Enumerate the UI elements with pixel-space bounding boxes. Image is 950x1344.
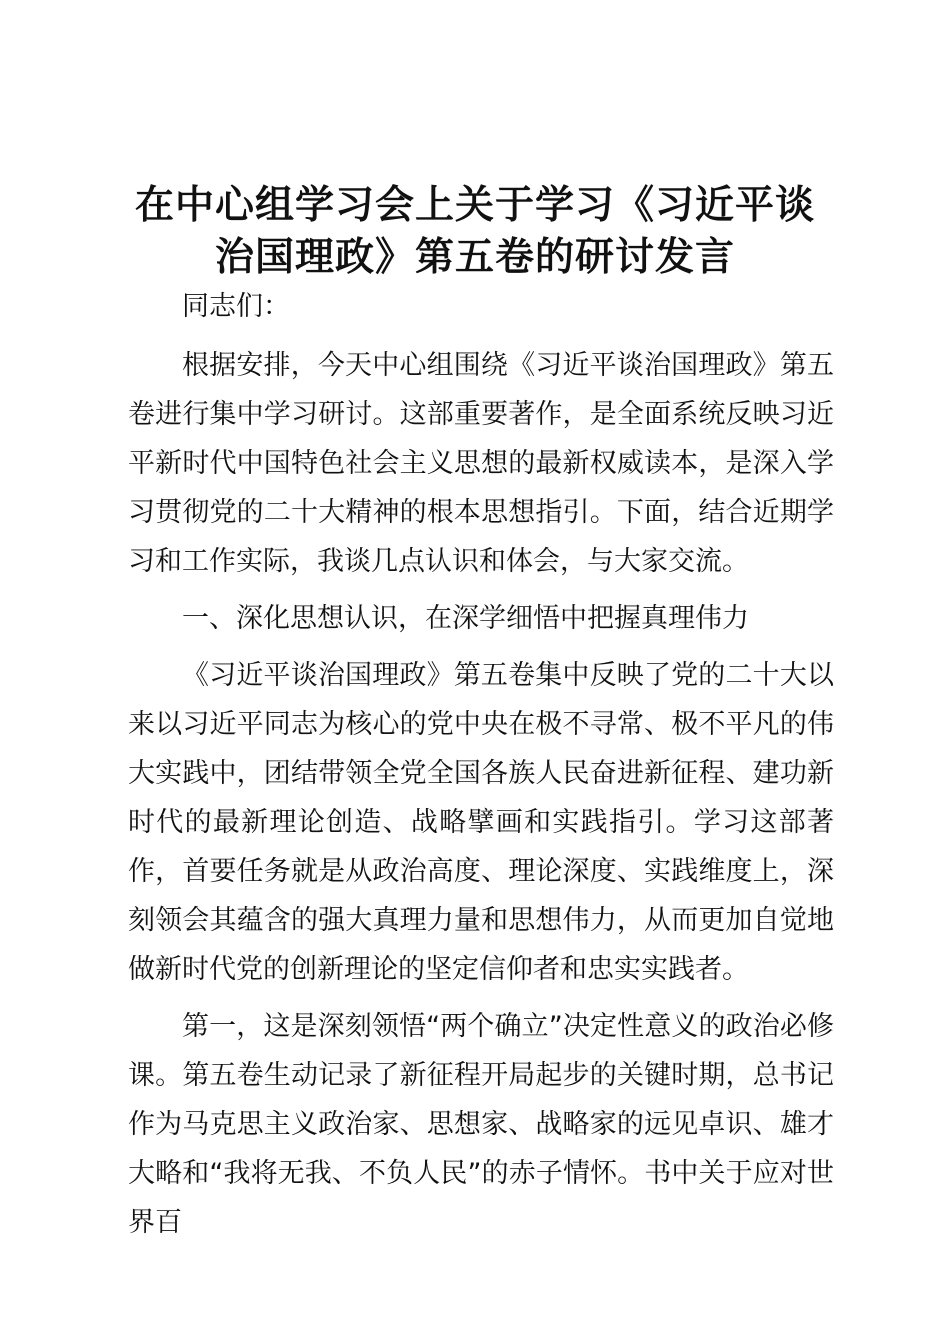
title-line-2: 治国理政》第五卷的研讨发言: [214, 235, 735, 280]
paragraph-section-body: 《习近平谈治国理政》第五卷集中反映了党的二十大以来以习近平同志为核心的党中央在极不寻常、极不平凡的伟大实践中，团结带领全党全国各族人民奋进新征程、建功新时代的最新理论创造、战略擘画和实践指引。学习这部著作，首要任务就是从政治高度、理论深度、实践维度上，深刻领会其蕴含的强大真理力量和思想伟力，从而更加自觉地做新时代党的创新理论的坚定信仰者和忠实实践者。: [128, 660, 834, 985]
section-heading: 一、深化思想认识，在深学细悟中把握真理伟力: [182, 603, 749, 634]
paragraph-point-one: 第一，这是深刻领悟“两个确立”决定性意义的政治必修课。第五卷生动记录了新征程开局起步的关键时期，总书记作为马克思主义政治家、思想家、战略家的远见卓识、雄才大略和“我将无我、不负人民”的赤子情怀。书中关于应对世界百: [128, 1011, 834, 1238]
document-body: [128, 282, 834, 1255]
title-line-1: 在中心组学习会上关于学习《习近平谈: [134, 183, 815, 228]
paragraph-intro: 根据安排，今天中心组围绕《习近平谈治国理政》第五卷进行集中学习研讨。这部重要著作，是全面系统反映习近平新时代中国特色社会主义思想的最新权威读本，是深入学习贯彻党的二十大精神的根本思想指引。下面，结合近期学习和工作实际，我谈几点认识和体会，与大家交流。: [128, 350, 834, 577]
document-title: [100, 180, 850, 284]
greeting: 同志们：: [182, 291, 290, 322]
